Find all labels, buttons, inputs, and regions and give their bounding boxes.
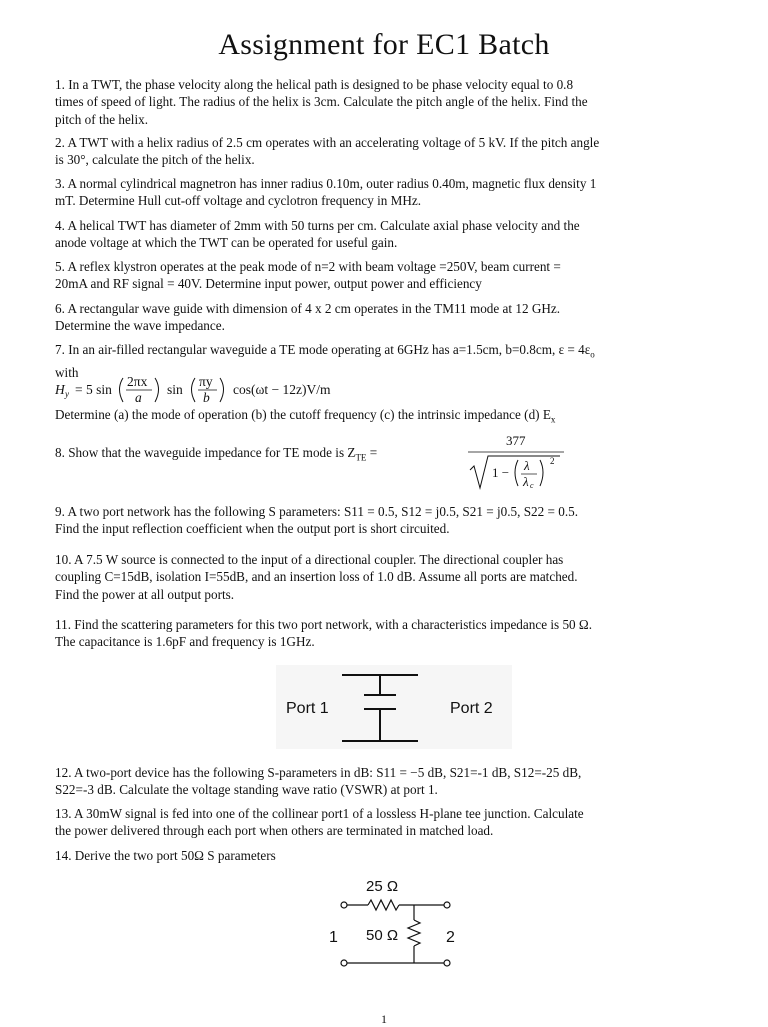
equation-tail: cos(ωt − 12z)V/m [233, 382, 331, 397]
question-9: 9. A two port network has the following S parameters: S11 = 0.5, S12 = j0.5, S21 = j0.5, S22 = 0.5. Find the input reflection coefficient when the output port is short circuited. [55, 504, 579, 537]
node-1-label: 1 [329, 929, 338, 946]
svg-text:c: c [530, 481, 534, 490]
question-7: 7. In an air-filled rectangular waveguide a TE mode operating at 6GHz has a=1.5cm, b=0.8cm, $\varepsilon = 4\varepsilon_o$ with [55, 342, 595, 381]
question-8: 8. Show that the waveguide impedance for TE mode is $Z_{TE}$ = [55, 445, 378, 463]
question-7-determine: Determine (a) the mode of operation (b) the cutoff frequency (c) the intrinsic impedance (d) $E_x$ [55, 407, 556, 425]
equation-hy [55, 372, 385, 406]
equation-zte-fraction [468, 430, 568, 492]
svg-text:2: 2 [550, 456, 555, 466]
resistor-50-label: 50 Ω [366, 927, 399, 944]
svg-text:λ: λ [524, 458, 530, 473]
question-1: 1. In a TWT, the phase velocity along the helical path is designed to be phase velocity equal to 0.8 times of speed of light. The radius of the helix is 3cm. Calculate the pitch angle of the helix. Find the pitch of the helix. [55, 77, 588, 127]
svg-text:= 5 sin: = 5 sin [75, 382, 112, 397]
question-6: 6. A rectangular wave guide with dimension of 4 x 2 cm operates in the TM11 mode at 12 GHz. Determine the wave impedance. [55, 301, 561, 334]
port-2-label: Port 2 [450, 700, 493, 717]
port-1-label: Port 1 [286, 700, 329, 717]
question-11: 11. Find the scattering parameters for this two port network, with a characteristics impedance is 50 Ω. The capacitance is 1.6pF and frequency is 1GHz. [55, 617, 593, 650]
capacitor-circuit-figure [276, 665, 512, 749]
resistor-network-figure [326, 872, 466, 976]
svg-text:a: a [135, 390, 142, 405]
page-title: Assignment for EC1 Batch [218, 28, 550, 61]
svg-text:y: y [65, 389, 69, 399]
page-number: 1 [381, 1012, 387, 1026]
numerator: 377 [506, 433, 526, 448]
node-2-label: 2 [446, 929, 455, 946]
question-3: 3. A normal cylindrical magnetron has inner radius 0.10m, outer radius 0.40m, magnetic flux density 1 mT. Determine Hull cut-off voltage and cyclotron frequency in MHz. [55, 176, 597, 209]
resistor-25-label: 25 Ω [366, 878, 399, 895]
svg-text:1 −: 1 − [492, 465, 510, 480]
svg-text:sin: sin [167, 382, 183, 397]
svg-text:λ: λ [523, 474, 529, 489]
question-10: 10. A 7.5 W source is connected to the input of a directional coupler. The directional coupler has coupling C=15dB, isolation I=55dB, and an insertion loss of 1.0 dB. Assume all ports are matched. Find the power at all output ports. [55, 552, 578, 602]
svg-text:b: b [203, 390, 210, 405]
question-5: 5. A reflex klystron operates at the peak mode of n=2 with beam voltage =250V, beam current = 20mA and RF signal = 40V. Determine input power, output power and efficiency [55, 259, 561, 292]
svg-text:πy: πy [199, 374, 213, 389]
question-13: 13. A 30mW signal is fed into one of the collinear port1 of a lossless H-plane tee junction. Calculate the power delivered through each port when others are terminated in matched load. [55, 806, 584, 839]
question-14: 14. Derive the two port 50Ω S parameters [55, 848, 276, 863]
question-12: 12. A two-port device has the following S-parameters in dB: S11 = −5 dB, S21=-1 dB, S12=-25 dB, S22=-3 dB. Calculate the voltage standing wave ratio (VSWR) at port 1. [55, 765, 582, 798]
question-2: 2. A TWT with a helix radius of 2.5 cm operates with an accelerating voltage of 5 kV. If the pitch angle is 30°, calculate the pitch of the helix. [55, 135, 600, 168]
question-4: 4. A helical TWT has diameter of 2mm with 50 turns per cm. Calculate axial phase velocity and the anode voltage at which the TWT can be operated for useful gain. [55, 218, 580, 251]
svg-text:H: H [55, 382, 65, 397]
svg-text:2πx: 2πx [127, 374, 148, 389]
